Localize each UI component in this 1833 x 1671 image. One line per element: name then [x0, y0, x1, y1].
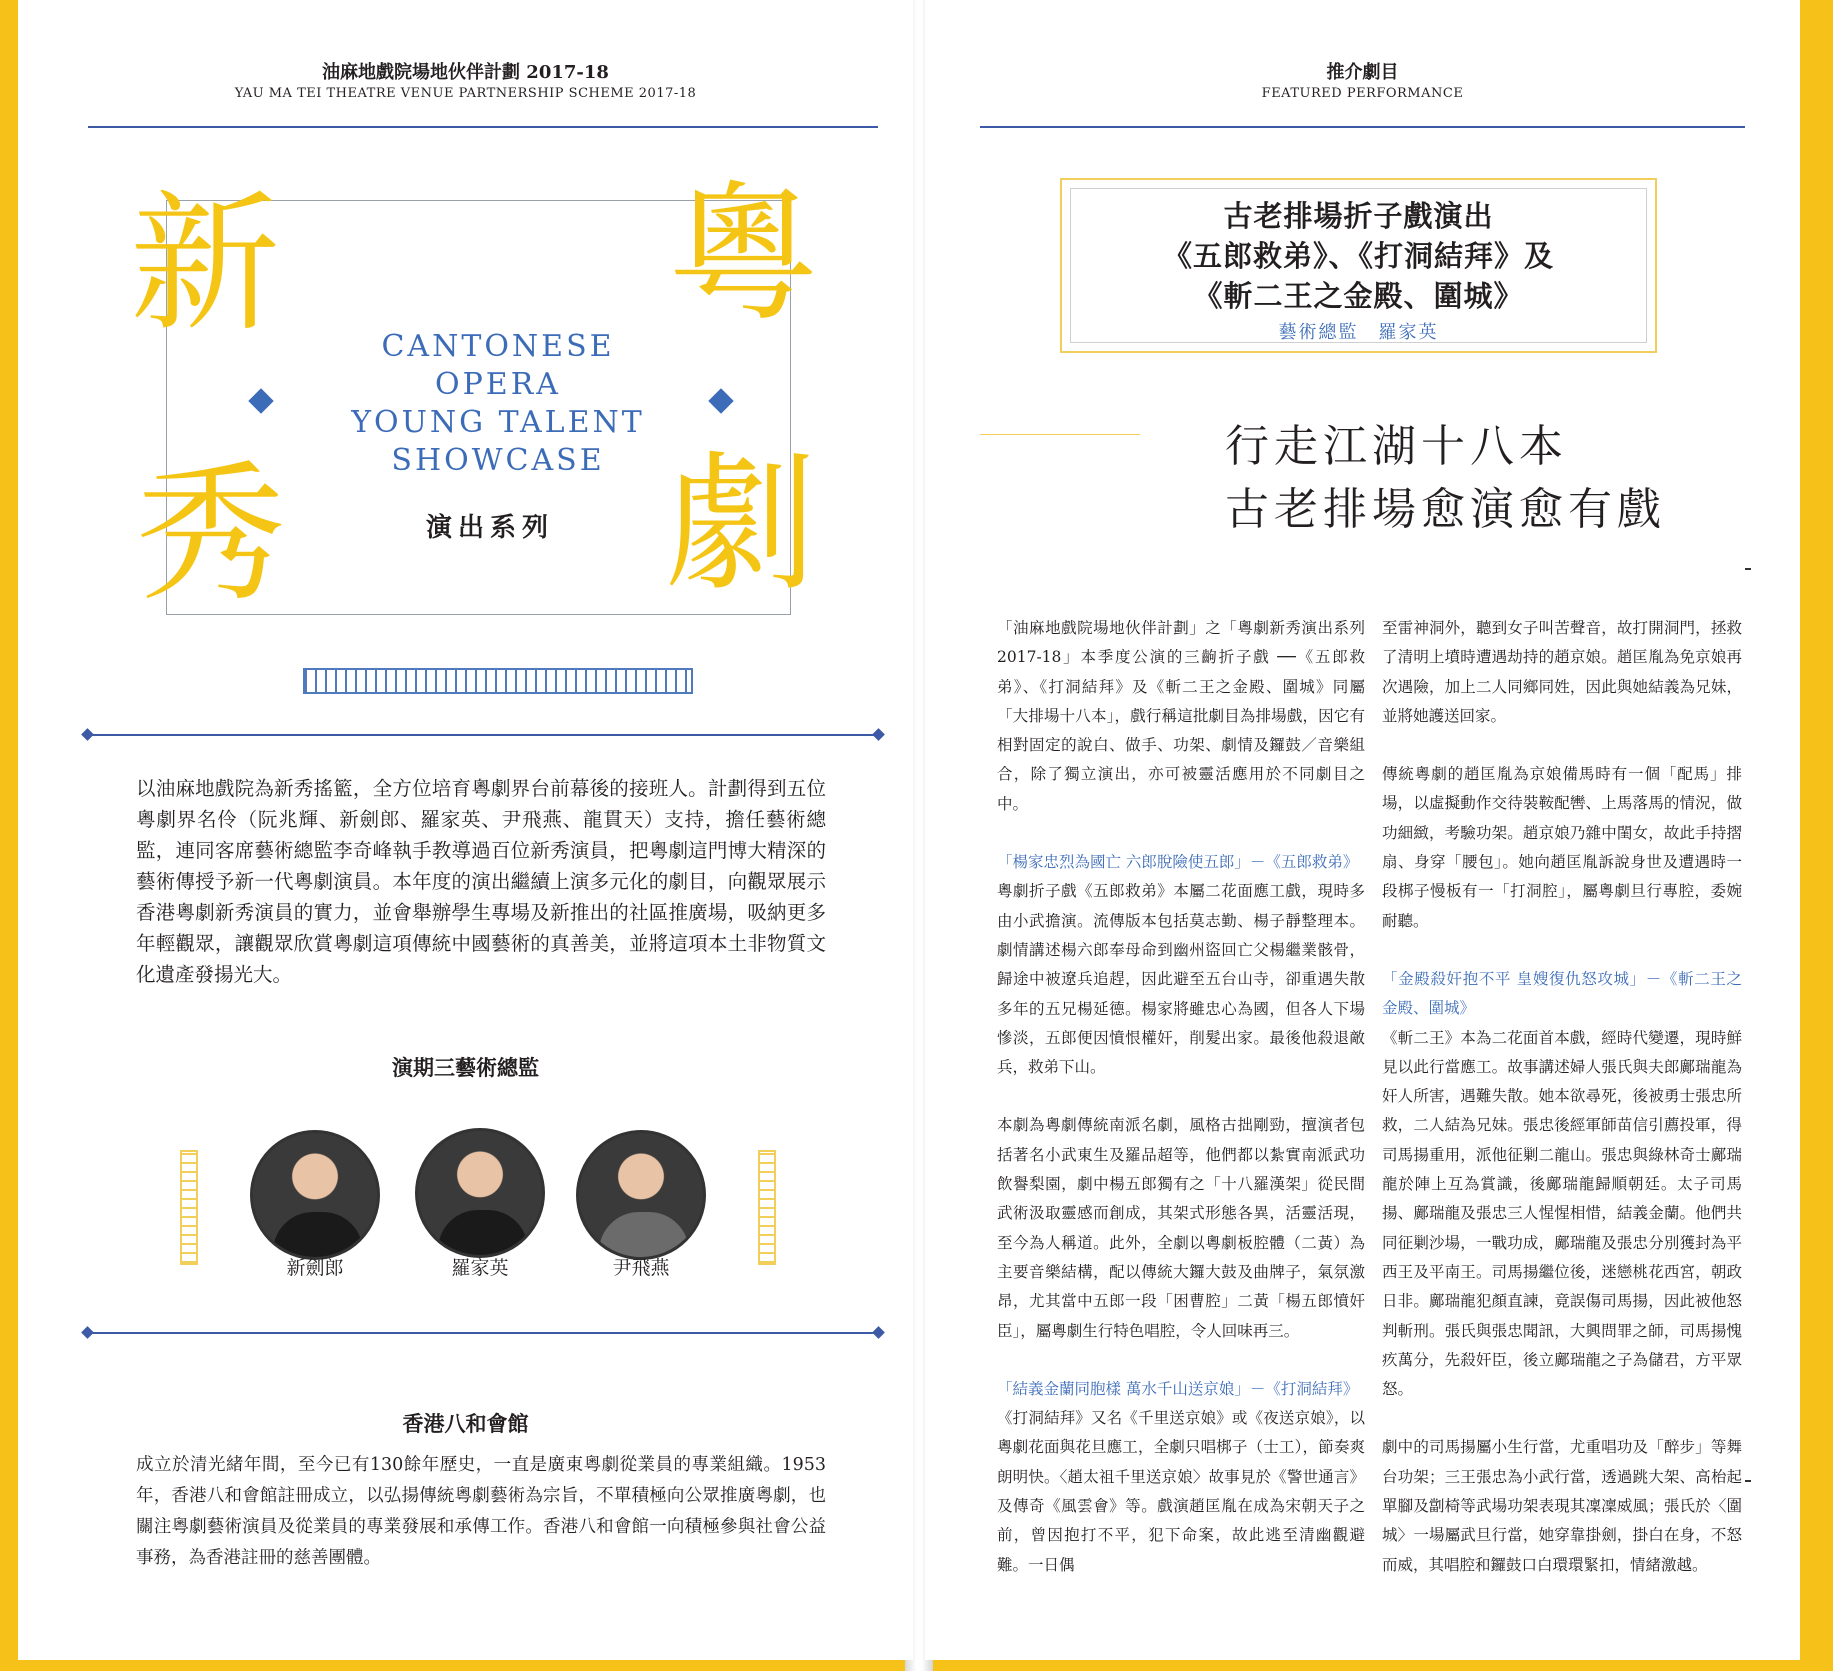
portrait-1 — [250, 1130, 380, 1260]
banner-artistic-director: 藝術總監 羅家英 — [1278, 322, 1439, 343]
lattice-ornament-right — [758, 1150, 776, 1265]
title-char-xiu: 秀 — [136, 448, 287, 622]
paragraph: 至雷神洞外，聽到女子叫苦聲音，故打開洞門，拯救了清明上墳時遭遇劫持的趙京娘。趙匡胤為免京娘再次遇險，加上二人同鄉同姓，因此與她結義為兄妹，並將她護送回家。 — [1382, 619, 1742, 725]
paragraph: 《斬二王》本為二花面首本戲，經時代變遷，現時鮮見以此行當應工。故事講述婦人張氏與夫郎鄺瑞龍為奸人所害，遇難失散。她本欲尋死，後被勇士張忠所救，二人結為兄妹。張忠後經軍師苗信引薦投軍，得司馬揚重用，派他征剿二龍山。張忠與綠林奇士鄺瑞龍於陣上互為賞識，後鄺瑞龍歸順朝廷。太子司馬揚、鄺瑞龍及張忠三人惺惺相惜，結義金蘭。他們共同征剿沙場，一戰功成，鄺瑞龍及張忠分別獲封為平西王及平南王。司馬揚繼位後，迷戀桃花西宮，朝政日非。鄺瑞龍犯顏直諫，竟誤傷司馬揚，因此被他怒判斬刑。張氏與張忠聞訊，大興問罪之師，司馬揚愧疚萬分，先殺奸臣，後立鄺瑞龍之子為儲君，方平眾怒。 — [1382, 1028, 1742, 1399]
rule-end-diamond — [872, 1326, 885, 1339]
director-name: 新劍郎 — [286, 1257, 344, 1279]
series-label: 演出系列 — [426, 513, 555, 543]
director-name: 尹飛燕 — [612, 1257, 670, 1279]
english-title-line: OPERA — [435, 367, 561, 402]
title-char-ju: 劇 — [666, 438, 817, 612]
english-title — [318, 328, 678, 480]
right-header-zh: 推介劇目 — [1326, 62, 1399, 83]
paragraph: 本劇為粵劇傳統南派名劇，風格古拙剛勁，擅演者包括著名小武東生及羅品超等，他們都以紮實南派武功飲譽梨園，劇中楊五郎獨有之「十八羅漢架」從民間武術汲取靈感而創成，其架式形態各異，活靈活現，至今為人稱道。此外，全劇以粵劇板腔體（二黃）為主要音樂結構，配以傳統大鑼大鼓及曲牌子，氣氛激昂，尤其當中五郎一段「困曹腔」二黃「楊五郎憤奸臣」，屬粵劇生行特色唱腔，令人回味再三。 — [997, 1116, 1365, 1340]
paragraph: 《打洞結拜》又名《千里送京娘》或《夜送京娘》，以粵劇花面與花旦應工，全劇只唱梆子（士工），節奏爽朗明快。〈趙太祖千里送京娘〉故事見於《警世通言》及傳奇《風雲會》等。戲演趙匡胤在成為宋朝天子之前，曾因抱打不平，犯下命案，故此逃至清幽觀避難。一日偶 — [997, 1409, 1365, 1574]
paragraph: 劇中的司馬揚屬小生行當，尤重唱功及「醉步」等舞台功架；三王張忠為小武行當，透過跳大架、高枱起單腳及劏椅等武場功架表現其凜凜威風；張氏於〈圍城〉一場屬武旦行當，她穿靠掛劍，掛白在身，不怒而威，其唱腔和鑼鼓口白環環緊扣，情緒激越。 — [1382, 1438, 1742, 1574]
section-heading: 「結義金蘭同胞樣 萬水千山送京娘」－《打洞結拜》 — [997, 1379, 1359, 1398]
header-rule — [88, 126, 878, 128]
section-heading: 「金殿殺奸抱不平 皇嫂復仇怒攻城」－《斬二王之金殿、圍城》 — [1382, 969, 1742, 1018]
banner-line: 《斬二王之金殿、圍城》 — [1193, 279, 1524, 313]
section-rule — [88, 1332, 878, 1334]
intro-paragraph: 以油麻地戲院為新秀搖籃，全方位培育粵劇界台前幕後的接班人。計劃得到五位粵劇界名伶（阮兆輝、新劍郎、羅家英、尹飛燕、龍貫天）支持，擔任藝術總監，連同客席藝術總監李奇峰執手教導過百位新秀演員，把粵劇這門博大精深的藝術傳授予新一代粵劇演員。本年度的演出繼續上演多元化的劇目，向觀眾展示香港粵劇新秀演員的實力，並會舉辦學生專場及新推出的社區推廣場，吸納更多年輕觀眾，讓觀眾欣賞粵劇這項傳統中國藝術的真善美，並將這項本土非物質文化遺產發揚光大。 — [136, 777, 826, 986]
left-header-en: YAU MA TEI THEATRE VENUE PARTNERSHIP SCHEME 2017-18 — [234, 86, 697, 101]
portrait-3 — [576, 1130, 706, 1260]
paragraph: 「油麻地戲院場地伙伴計劃」之「粵劇新秀演出系列2017-18」本季度公演的三齣折子戲 ──《五郎救弟》、《打洞結拜》及《斬二王之金殿、圍城》同屬「大排場十八本」，戲行稱這批劇目為排場戲，因它有相對固定的說白、做手、功架、劇情及鑼鼓／音樂組合，除了獨立演出，亦可被靈活應用於不同劇目之中。 — [997, 619, 1365, 813]
lattice-ornament-left — [180, 1150, 198, 1265]
banner-line: 古老排場折子戲演出 — [1223, 199, 1494, 233]
bahwo-heading: 香港八和會館 — [402, 1411, 529, 1436]
left-page — [18, 0, 913, 1660]
margin-mark — [1745, 1480, 1751, 1482]
tagline-rule — [980, 434, 1140, 435]
article-column-2 — [1382, 614, 1742, 1609]
program-banner — [1060, 178, 1657, 353]
margin-mark — [1745, 568, 1751, 570]
english-title-line: SHOWCASE — [391, 443, 605, 478]
english-title-line: CANTONESE — [381, 329, 615, 364]
tagline-line-2: 古老排場愈演愈有戲 — [1225, 484, 1666, 535]
bahwo-paragraph: 成立於清光緒年間，至今已有130餘年歷史，一直是廣東粵劇從業員的專業組織。1953年，香港八和會館註冊成立，以弘揚傳統粵劇藝術為宗旨，不單積極向公眾推廣粵劇，也關注粵劇藝術演員及從業員的專業發展和承傳工作。香港八和會館一向積極參與社會公益事務，為香港註冊的慈善團體。 — [136, 1455, 826, 1568]
portrait-2 — [415, 1128, 545, 1258]
right-page — [925, 0, 1800, 1660]
fret-ornament — [303, 668, 693, 694]
title-char-yue: 粵 — [668, 168, 819, 342]
header-rule — [980, 126, 1745, 128]
article-column-1 — [997, 614, 1365, 1609]
section-heading: 「楊家忠烈為國亡 六郎脫險使五郎」－《五郎救弟》 — [997, 853, 1359, 872]
right-header-en: FEATURED PERFORMANCE — [1261, 86, 1464, 101]
title-char-xin: 新 — [130, 178, 281, 352]
paragraph: 傳統粵劇的趙匡胤為京娘備馬時有一個「配馬」排場，以虛擬動作交待裝鞍配轡、上馬落馬的情況，做功細緻，考驗功架。趙京娘乃雜中閨女，故此手持摺扇、身穿「腰包」。她向趙匡胤訴說身世及遭遇時一段梆子慢板有一「打洞腔」，屬粵劇旦行專腔，委婉耐聽。 — [1382, 765, 1742, 930]
directors-heading: 演期三藝術總監 — [392, 1055, 539, 1080]
rule-end-diamond — [872, 728, 885, 741]
banner-line: 《五郎救弟》、《打洞結拜》及 — [1162, 239, 1554, 273]
tagline-line-1: 行走江湖十八本 — [1225, 421, 1568, 472]
left-header-zh: 油麻地戲院場地伙伴計劃 2017-18 — [322, 62, 609, 83]
english-title-line: YOUNG TALENT — [351, 405, 645, 440]
section-rule — [88, 734, 878, 736]
director-name: 羅家英 — [451, 1257, 509, 1279]
paragraph: 粵劇折子戲《五郎救弟》本屬二花面應工戲，現時多由小武擔演。流傳版本包括莫志勤、楊子靜整理本。劇情講述楊六郎奉母命到幽州盜回亡父楊繼業骸骨，歸途中被遼兵追趕，因此避至五台山寺，卻重遇失散多年的五兄楊延德。楊家將雖忠心為國，但各人下場慘淡，五郎便因憤恨權奸，削髮出家。最後他殺退敵兵，救弟下山。 — [997, 882, 1365, 1077]
